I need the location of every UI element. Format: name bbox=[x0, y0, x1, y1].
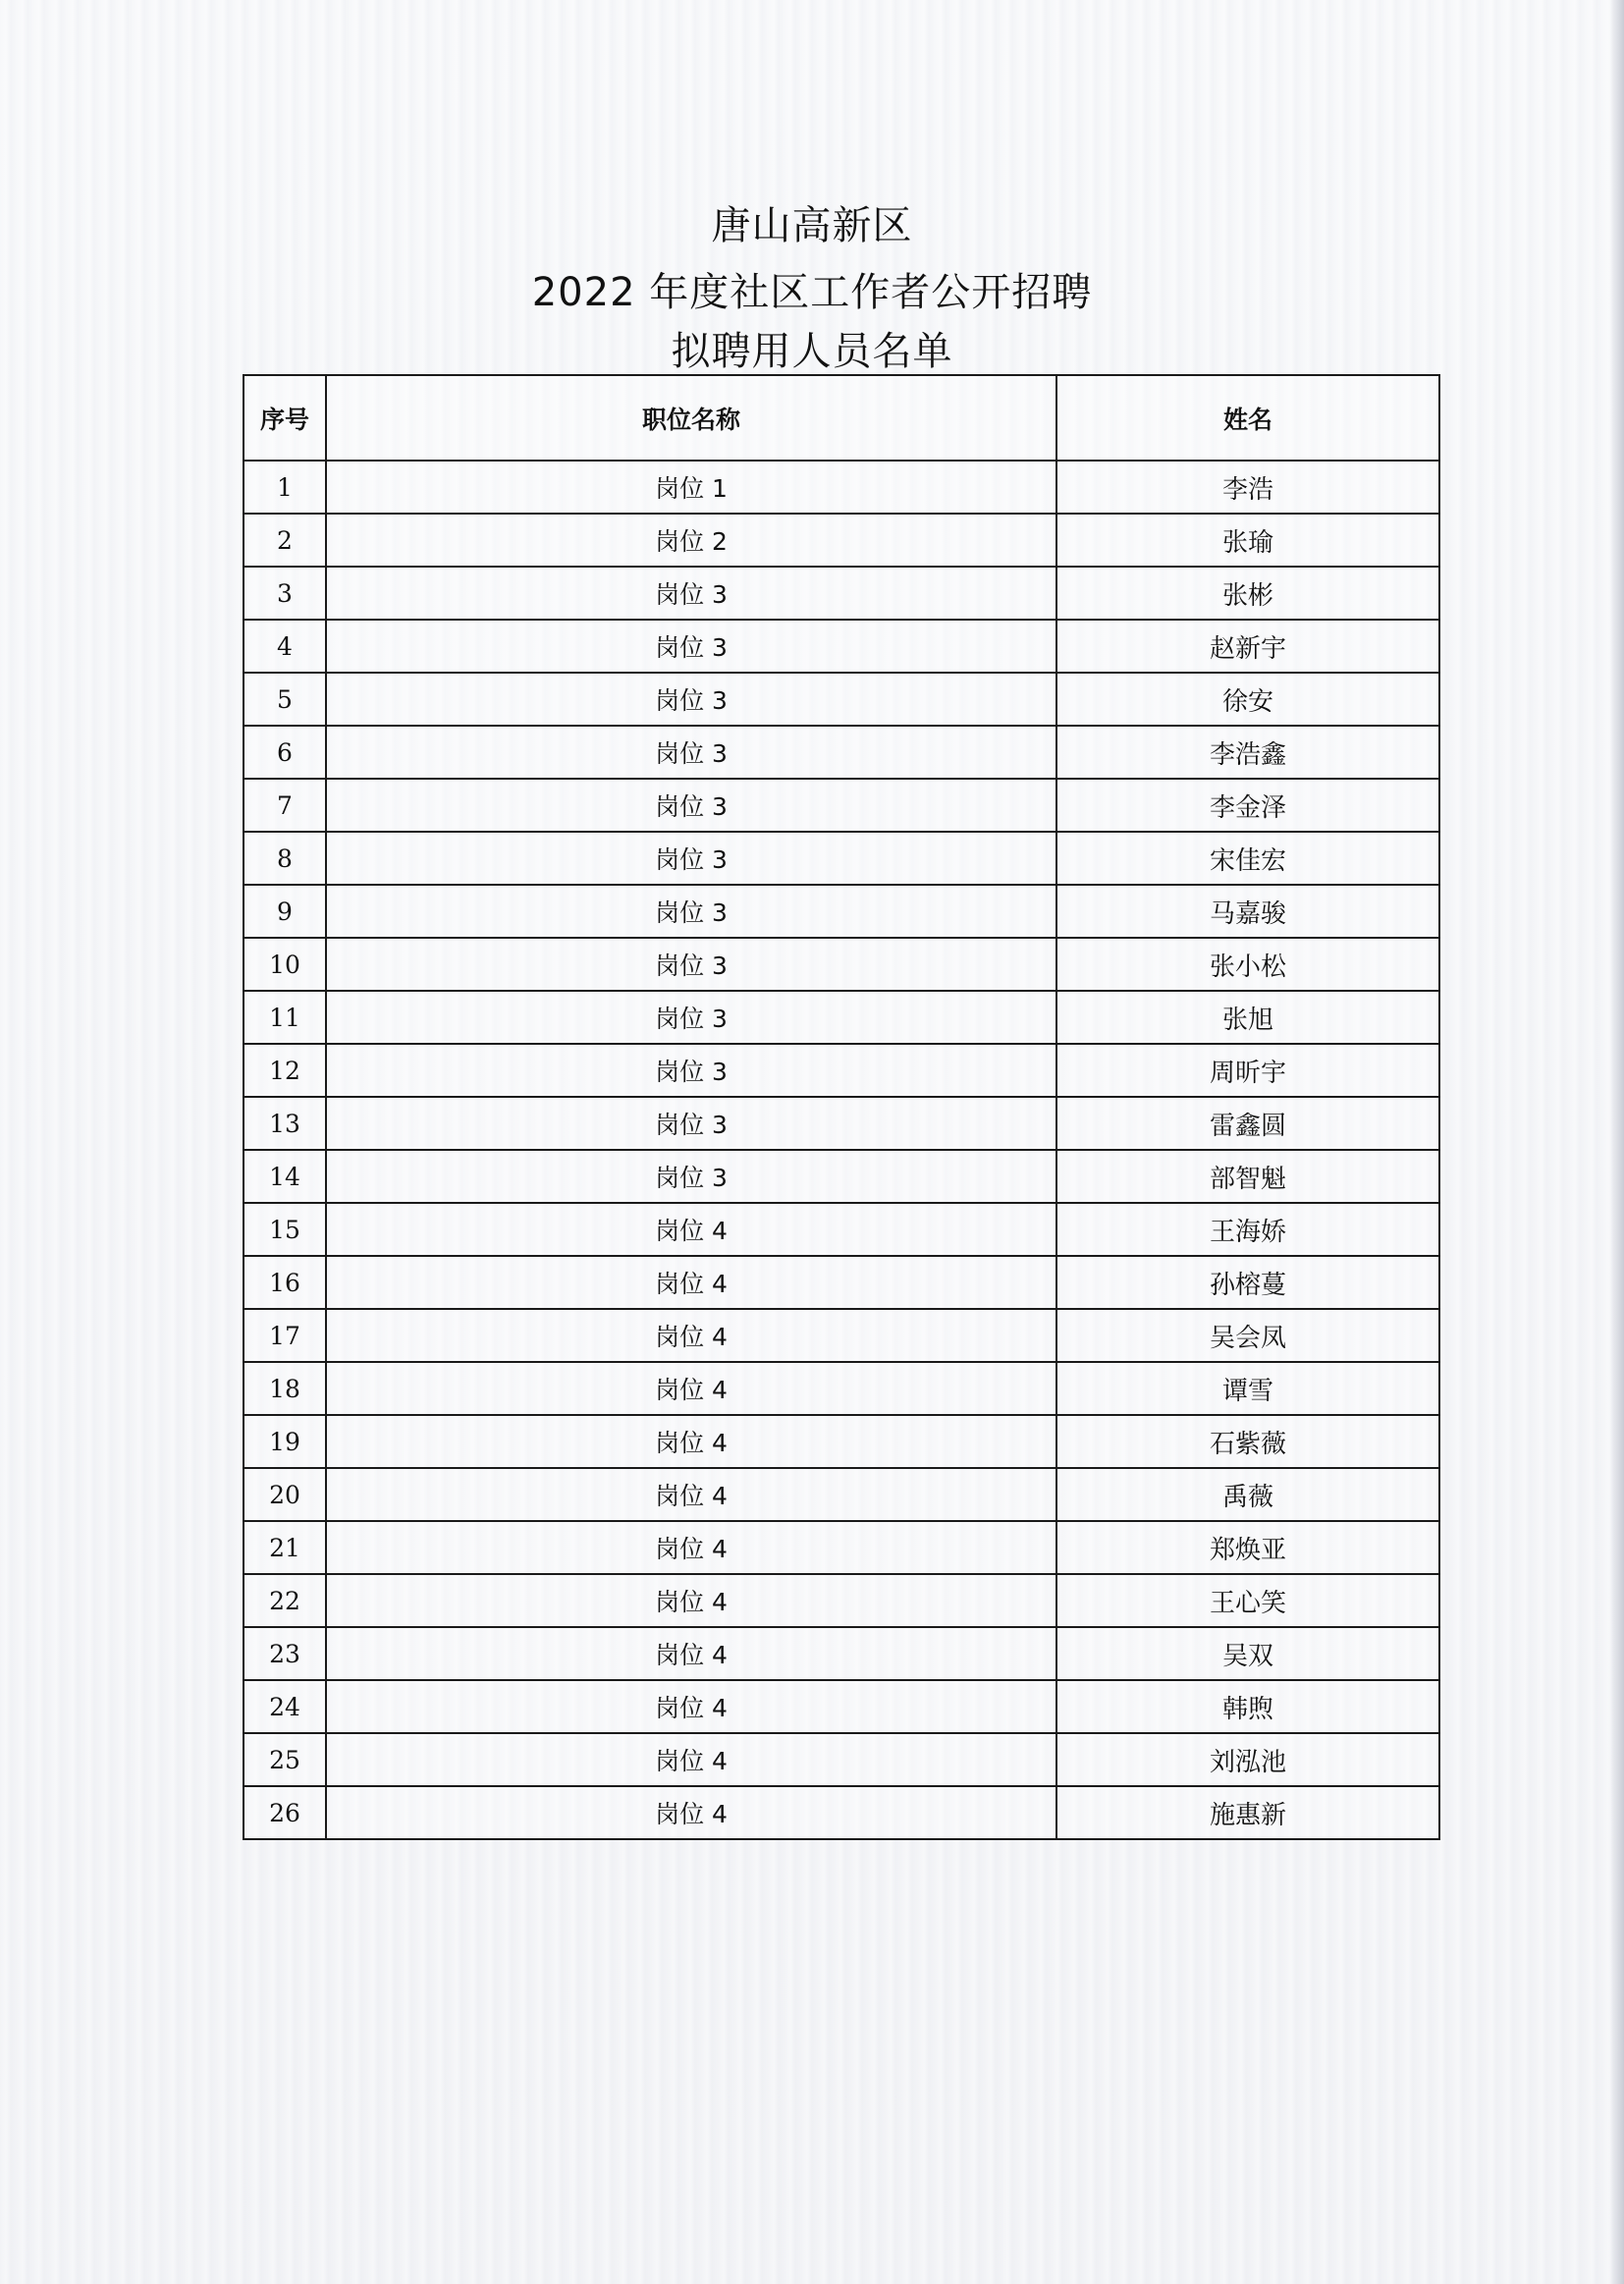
cell-number: 5 bbox=[244, 673, 326, 726]
table-row bbox=[244, 1415, 1439, 1468]
table-row bbox=[244, 1680, 1439, 1733]
cell-position: 岗位 4 bbox=[326, 1362, 1056, 1415]
table-row bbox=[244, 1786, 1439, 1839]
table-row bbox=[244, 885, 1439, 938]
cell-name: 马嘉骏 bbox=[1056, 885, 1439, 938]
cell-position: 岗位 3 bbox=[326, 991, 1056, 1044]
column-header-name: 姓名 bbox=[1056, 375, 1439, 461]
cell-position: 岗位 3 bbox=[326, 620, 1056, 673]
cell-name: 郑焕亚 bbox=[1056, 1521, 1439, 1574]
cell-name: 周昕宇 bbox=[1056, 1044, 1439, 1097]
table-row bbox=[244, 673, 1439, 726]
cell-position: 岗位 4 bbox=[326, 1521, 1056, 1574]
cell-name: 李金泽 bbox=[1056, 779, 1439, 832]
table-row bbox=[244, 726, 1439, 779]
table-row bbox=[244, 1044, 1439, 1097]
table-row bbox=[244, 461, 1439, 514]
cell-position: 岗位 4 bbox=[326, 1574, 1056, 1627]
cell-number: 10 bbox=[244, 938, 326, 991]
table-row bbox=[244, 1468, 1439, 1521]
cell-position: 岗位 1 bbox=[326, 461, 1056, 514]
cell-position: 岗位 4 bbox=[326, 1309, 1056, 1362]
cell-name: 李浩鑫 bbox=[1056, 726, 1439, 779]
cell-name: 刘泓池 bbox=[1056, 1733, 1439, 1786]
cell-number: 4 bbox=[244, 620, 326, 673]
table-row bbox=[244, 1574, 1439, 1627]
cell-number: 7 bbox=[244, 779, 326, 832]
column-header-position: 职位名称 bbox=[326, 375, 1056, 461]
table-row bbox=[244, 514, 1439, 567]
document-title-line-3: 拟聘用人员名单 bbox=[671, 329, 953, 374]
cell-number: 12 bbox=[244, 1044, 326, 1097]
cell-name: 张小松 bbox=[1056, 938, 1439, 991]
cell-number: 11 bbox=[244, 991, 326, 1044]
cell-position: 岗位 3 bbox=[326, 779, 1056, 832]
cell-number: 20 bbox=[244, 1468, 326, 1521]
table-row bbox=[244, 567, 1439, 620]
table-row bbox=[244, 779, 1439, 832]
cell-number: 22 bbox=[244, 1574, 326, 1627]
cell-name: 徐安 bbox=[1056, 673, 1439, 726]
cell-number: 23 bbox=[244, 1627, 326, 1680]
cell-position: 岗位 4 bbox=[326, 1733, 1056, 1786]
cell-number: 6 bbox=[244, 726, 326, 779]
cell-position: 岗位 4 bbox=[326, 1203, 1056, 1256]
cell-name: 部智魁 bbox=[1056, 1150, 1439, 1203]
table-row bbox=[244, 938, 1439, 991]
cell-name: 吴双 bbox=[1056, 1627, 1439, 1680]
cell-name: 吴会凤 bbox=[1056, 1309, 1439, 1362]
table-row bbox=[244, 1203, 1439, 1256]
cell-number: 17 bbox=[244, 1309, 326, 1362]
cell-name: 王海娇 bbox=[1056, 1203, 1439, 1256]
cell-name: 韩煦 bbox=[1056, 1680, 1439, 1733]
hiring-roster-table bbox=[243, 374, 1440, 1840]
cell-number: 14 bbox=[244, 1150, 326, 1203]
table-body bbox=[244, 461, 1439, 1839]
table-row bbox=[244, 991, 1439, 1044]
cell-position: 岗位 3 bbox=[326, 1097, 1056, 1150]
table-row bbox=[244, 832, 1439, 885]
cell-name: 张瑜 bbox=[1056, 514, 1439, 567]
cell-name: 张旭 bbox=[1056, 991, 1439, 1044]
document-title-line-2: 2022 年度社区工作者公开招聘 bbox=[531, 270, 1093, 315]
cell-name: 禹薇 bbox=[1056, 1468, 1439, 1521]
cell-position: 岗位 3 bbox=[326, 673, 1056, 726]
table-row bbox=[244, 1256, 1439, 1309]
cell-number: 3 bbox=[244, 567, 326, 620]
cell-position: 岗位 4 bbox=[326, 1468, 1056, 1521]
cell-number: 8 bbox=[244, 832, 326, 885]
cell-name: 赵新宇 bbox=[1056, 620, 1439, 673]
cell-position: 岗位 3 bbox=[326, 885, 1056, 938]
table-row bbox=[244, 620, 1439, 673]
cell-position: 岗位 2 bbox=[326, 514, 1056, 567]
table-row bbox=[244, 1627, 1439, 1680]
cell-position: 岗位 4 bbox=[326, 1415, 1056, 1468]
cell-position: 岗位 4 bbox=[326, 1786, 1056, 1839]
cell-number: 21 bbox=[244, 1521, 326, 1574]
table-row bbox=[244, 1150, 1439, 1203]
table-row bbox=[244, 1521, 1439, 1574]
cell-number: 25 bbox=[244, 1733, 326, 1786]
table-row bbox=[244, 1097, 1439, 1150]
cell-position: 岗位 4 bbox=[326, 1256, 1056, 1309]
cell-name: 宋佳宏 bbox=[1056, 832, 1439, 885]
cell-position: 岗位 4 bbox=[326, 1627, 1056, 1680]
cell-position: 岗位 3 bbox=[326, 1044, 1056, 1097]
table-row bbox=[244, 1309, 1439, 1362]
cell-number: 26 bbox=[244, 1786, 326, 1839]
cell-number: 1 bbox=[244, 461, 326, 514]
cell-number: 19 bbox=[244, 1415, 326, 1468]
cell-position: 岗位 3 bbox=[326, 938, 1056, 991]
cell-name: 谭雪 bbox=[1056, 1362, 1439, 1415]
cell-position: 岗位 3 bbox=[326, 832, 1056, 885]
cell-name: 王心笑 bbox=[1056, 1574, 1439, 1627]
cell-name: 孙榕蔓 bbox=[1056, 1256, 1439, 1309]
cell-position: 岗位 3 bbox=[326, 567, 1056, 620]
cell-number: 18 bbox=[244, 1362, 326, 1415]
cell-number: 9 bbox=[244, 885, 326, 938]
cell-number: 16 bbox=[244, 1256, 326, 1309]
table-header-row bbox=[244, 375, 1439, 461]
document-title-line-1: 唐山高新区 bbox=[711, 203, 913, 248]
cell-position: 岗位 3 bbox=[326, 1150, 1056, 1203]
cell-name: 李浩 bbox=[1056, 461, 1439, 514]
cell-name: 雷鑫圆 bbox=[1056, 1097, 1439, 1150]
cell-name: 石紫薇 bbox=[1056, 1415, 1439, 1468]
cell-number: 13 bbox=[244, 1097, 326, 1150]
cell-number: 15 bbox=[244, 1203, 326, 1256]
cell-name: 施惠新 bbox=[1056, 1786, 1439, 1839]
cell-number: 2 bbox=[244, 514, 326, 567]
cell-number: 24 bbox=[244, 1680, 326, 1733]
table-row bbox=[244, 1733, 1439, 1786]
table-row bbox=[244, 1362, 1439, 1415]
cell-position: 岗位 4 bbox=[326, 1680, 1056, 1733]
cell-position: 岗位 3 bbox=[326, 726, 1056, 779]
cell-name: 张彬 bbox=[1056, 567, 1439, 620]
column-header-number: 序号 bbox=[244, 375, 326, 461]
